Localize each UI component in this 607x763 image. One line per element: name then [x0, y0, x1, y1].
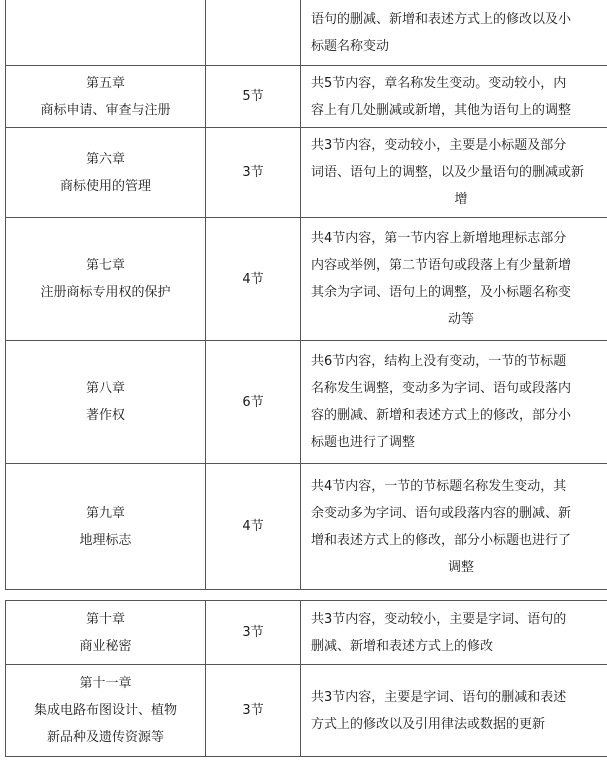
chapter-comparison-table-part2 [5, 600, 607, 757]
chapter-number: 第五章 [85, 75, 125, 91]
chapter-cell [6, 218, 206, 341]
chapter-number: 第七章 [85, 258, 125, 273]
description-line: 词语、语句上的调整，以及少量语句的删减或新 [311, 165, 585, 180]
description-cell [301, 464, 607, 590]
description-line: 增和表述方式上的修改，部分小标题也进行了 [311, 532, 572, 548]
description-line: 标题也进行了调整 [311, 435, 416, 450]
description-line: 共4节内容，第一节内容上新增地理标志部分 [311, 231, 567, 246]
description-line: 语句的删减、新增和表述方式上的修改以及小 [311, 11, 572, 27]
chapter-cell [6, 66, 206, 128]
table-row [6, 665, 607, 757]
description-line: 共4节内容，一节的节标题名称发生变动，其 [311, 478, 567, 494]
chapter-cell [6, 601, 206, 665]
table-row [6, 601, 607, 665]
table-row [6, 464, 607, 590]
description-line: 其余为字词、语句上的调整，及小标题名称变 [311, 285, 572, 300]
chapter-cell [6, 341, 206, 464]
chapter-number: 第十一章 [79, 676, 132, 691]
chapter-title: 地理标志 [79, 532, 132, 548]
description-cell [301, 66, 607, 128]
description-cell [301, 601, 607, 665]
table-row [6, 341, 607, 464]
chapter-title: 著作权 [85, 408, 125, 423]
section-count: 3节 [206, 665, 301, 757]
chapter-cell [6, 128, 206, 218]
description-line: 增 [454, 192, 468, 207]
description-cell [301, 0, 607, 66]
chapter-title: 新品种及遗传资源等 [46, 730, 164, 745]
description-cell [301, 665, 607, 757]
description-line: 共5节内容，章名称发生变动。变动较小，内 [311, 75, 567, 91]
table-row [6, 0, 607, 66]
description-line: 共3节内容，变动较小，主要是字词、语句的 [311, 611, 567, 627]
chapter-title: 商标使用的管理 [59, 178, 151, 194]
description-line: 容上有几处删减或新增，其他为语句上的调整 [311, 102, 572, 118]
description-line: 删减、新增和表述方式上的修改 [311, 638, 494, 654]
chapter-cell [6, 464, 206, 590]
chapter-comparison-table-part1 [5, 0, 607, 590]
description-line: 动等 [447, 312, 474, 327]
description-cell [301, 218, 607, 341]
chapter-number: 第九章 [85, 505, 125, 521]
section-count: 4节 [206, 218, 301, 341]
chapter-title: 注册商标专用权的保护 [40, 285, 171, 300]
chapter-number: 第八章 [85, 381, 125, 396]
table-row [6, 66, 607, 128]
section-count: 3节 [206, 601, 301, 665]
description-line: 调整 [447, 559, 474, 575]
table-row [6, 128, 607, 218]
description-cell [301, 341, 607, 464]
chapter-cell [6, 0, 206, 66]
description-line: 容的删减、新增和表述方式上的修改，部分小 [311, 408, 572, 423]
description-line: 方式上的修改以及引用律法或数据的更新 [311, 716, 546, 732]
description-line: 余变动多为字词、语句或段落内容的删减、新 [311, 505, 572, 521]
section-count: 6节 [206, 341, 301, 464]
description-line: 内容或举例，第二节语句或段落上有少量新增 [311, 258, 572, 273]
section-count: 5节 [206, 66, 301, 128]
chapter-cell [6, 665, 206, 757]
description-line: 名称发生调整，变动多为字词、语句或段落内 [311, 381, 572, 396]
chapter-title: 集成电路布图设计、植物 [33, 703, 177, 718]
description-line: 共3节内容，主要是字词、语句的删减和表述 [311, 689, 567, 705]
chapter-number: 第六章 [85, 151, 125, 167]
chapter-title: 商标申请、审查与注册 [40, 102, 171, 118]
section-count: 4节 [206, 464, 301, 590]
description-line: 标题名称变动 [311, 38, 390, 54]
table-row [6, 218, 607, 341]
description-line: 共6节内容，结构上没有变动，一节的节标题 [311, 354, 567, 369]
description-cell [301, 128, 607, 218]
section-count-cell [206, 0, 301, 66]
chapter-title: 商业秘密 [79, 638, 132, 654]
section-count: 3节 [206, 128, 301, 218]
description-line: 共3节内容，变动较小，主要是小标题及部分 [311, 138, 567, 153]
chapter-number: 第十章 [85, 611, 125, 627]
